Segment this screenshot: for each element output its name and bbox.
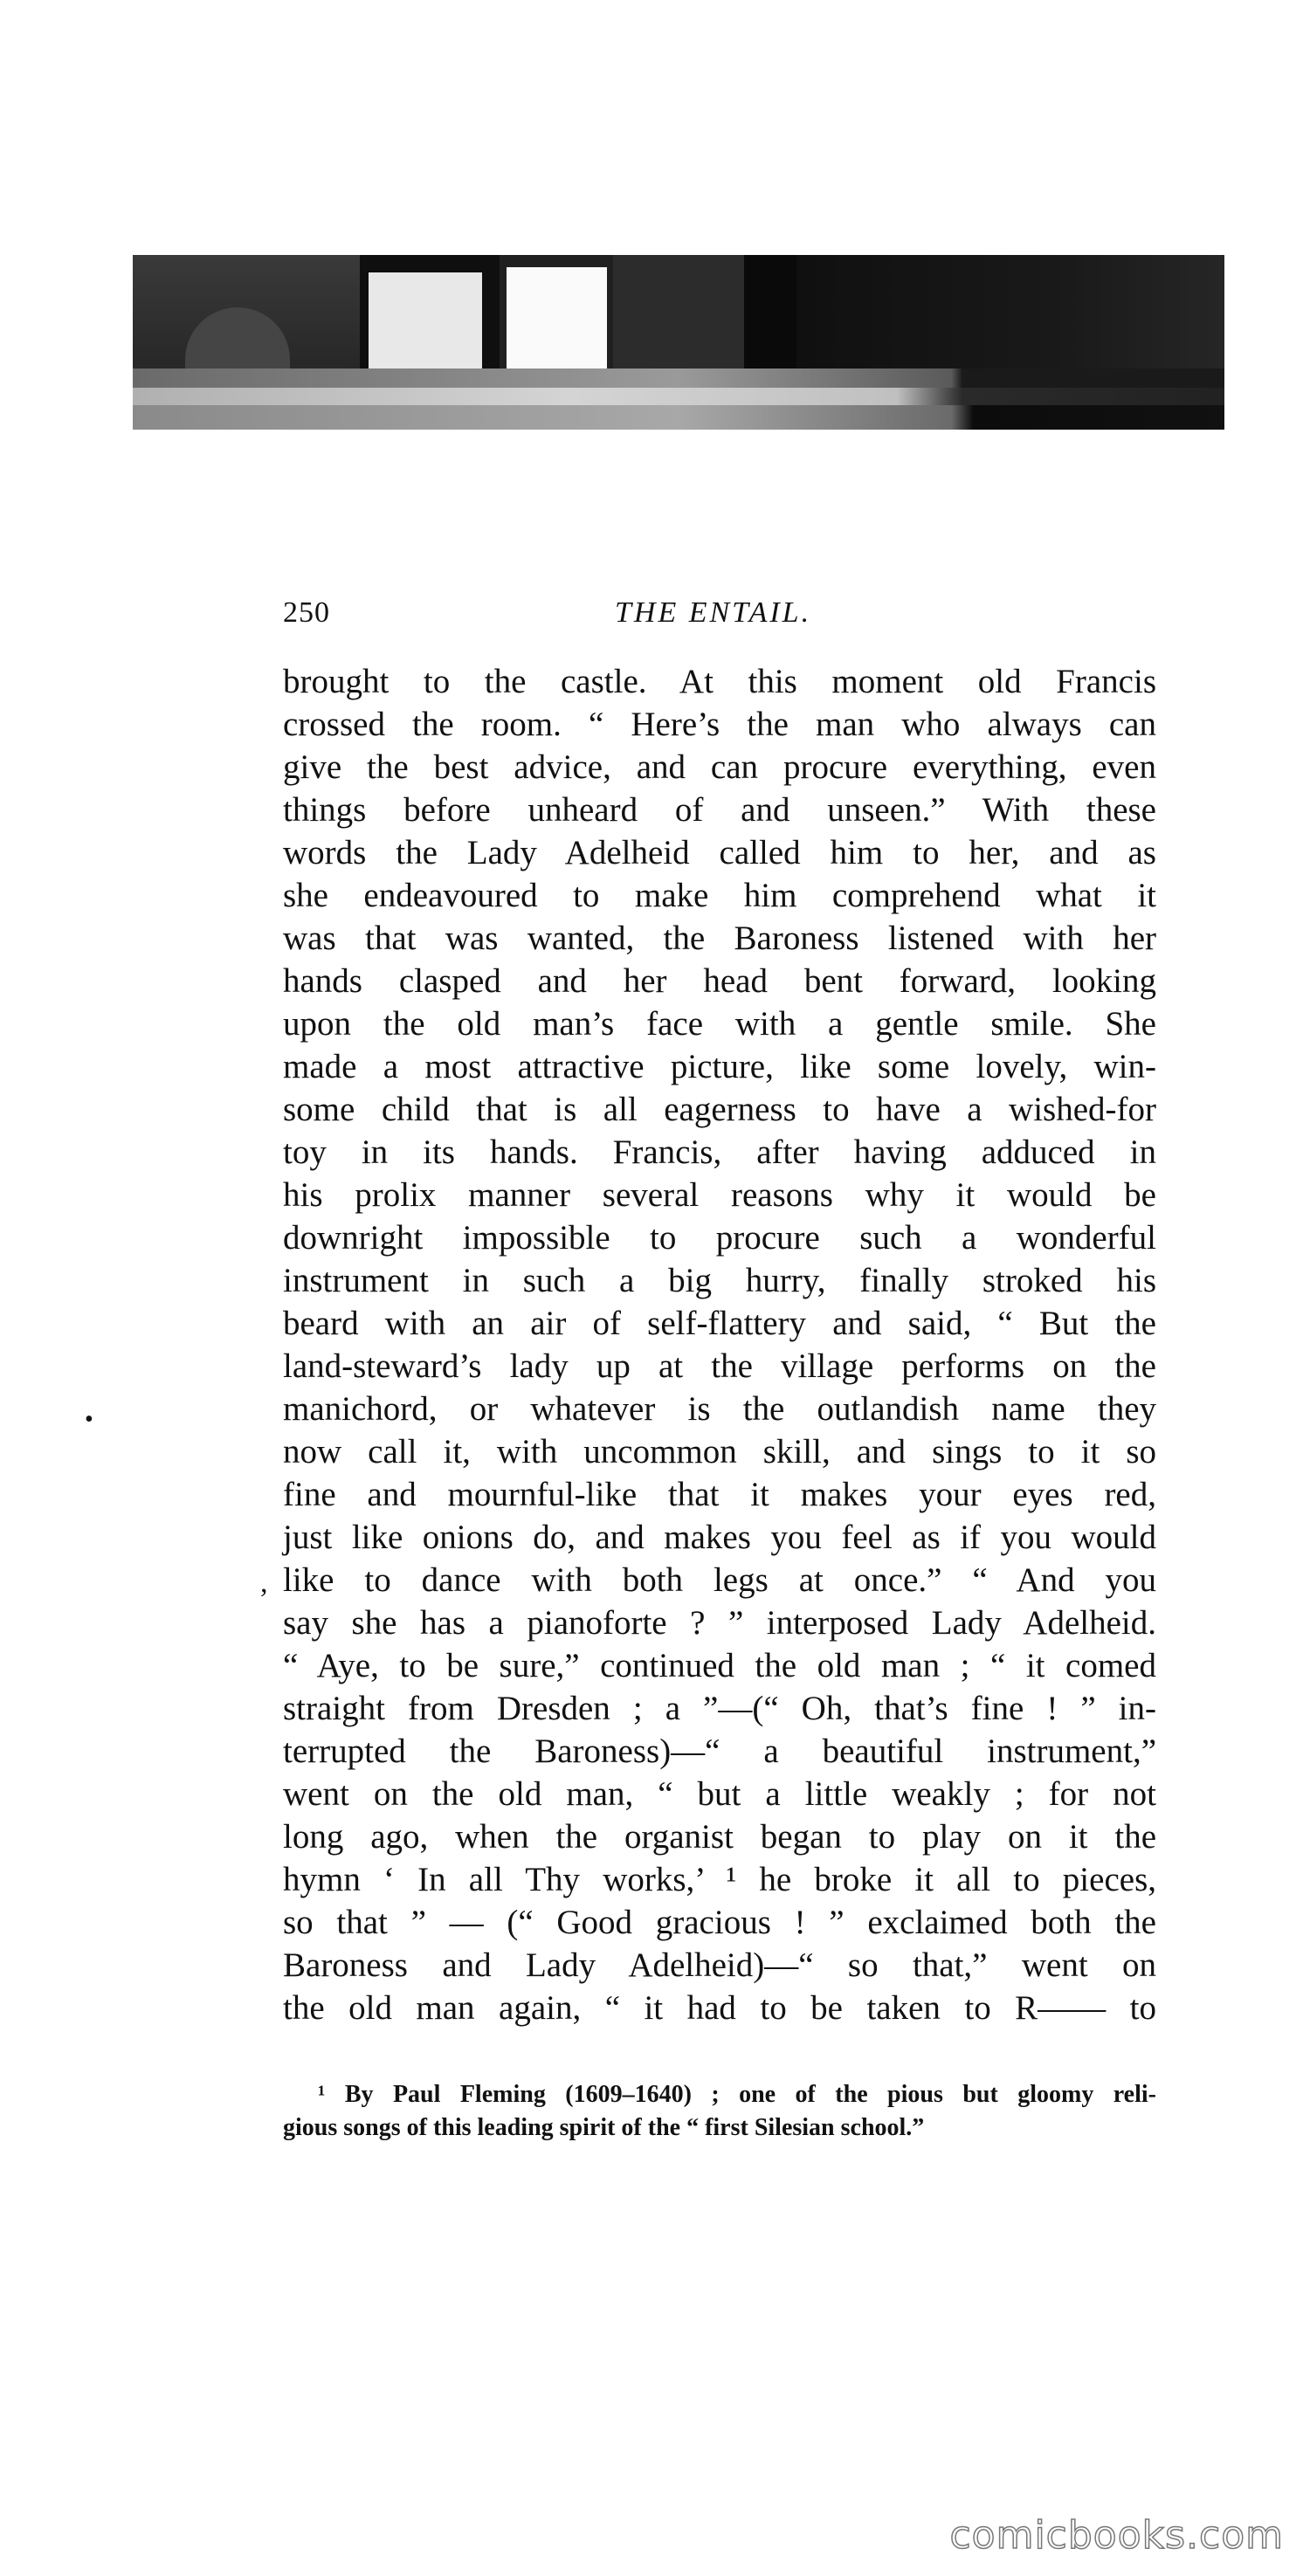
text-line: downright impossible to procure such a wonderful xyxy=(283,1219,1156,1257)
text-line: say she has a pianoforte ? ” interposed Lady Adelheid. xyxy=(283,1604,1156,1642)
text-line: so that ” — (“ Good gracious ! ” exclaimed both the xyxy=(283,1904,1156,1941)
text-line: just like onions do, and makes you feel as if you would xyxy=(283,1519,1156,1556)
page-number: 250 xyxy=(283,596,330,629)
text-line: give the best advice, and can procure everything, even xyxy=(283,748,1156,786)
footnote-line: gious songs of this leading spirit of the “ first Silesian school.” xyxy=(283,2114,925,2141)
text-line: now call it, with uncommon skill, and sings to it so xyxy=(283,1433,1156,1471)
text-line: was that was wanted, the Baroness listened with her xyxy=(283,920,1156,957)
scanned-photo-strip xyxy=(133,255,1224,430)
footnote xyxy=(283,2078,1156,2145)
text-line: she endeavoured to make him comprehend what it xyxy=(283,877,1156,914)
text-line: brought to the castle. At this moment old Francis xyxy=(283,663,1156,700)
text-line: hands clasped and her head bent forward, looking xyxy=(283,962,1156,1000)
text-line: things before unheard of and unseen.” With these xyxy=(283,791,1156,829)
text-line: manichord, or whatever is the outlandish name they xyxy=(283,1390,1156,1428)
text-line: crossed the room. “ Here’s the man who always can xyxy=(283,706,1156,743)
text-line: fine and mournful-like that it makes your eyes red, xyxy=(283,1476,1156,1513)
text-line: hymn ‘ In all Thy works,’ ¹ he broke it all to pieces, xyxy=(283,1861,1156,1898)
text-line: made a most attractive picture, like some lovely, win- xyxy=(283,1048,1156,1085)
watermark-logo: comicbooks.com xyxy=(949,2513,1284,2558)
text-line: straight from Dresden ; a ”—(“ Oh, that’s fine ! ” in- xyxy=(283,1690,1156,1727)
text-line: terrupted the Baroness)—“ a beautiful instrument,” xyxy=(283,1732,1156,1770)
margin-dot: • xyxy=(85,1406,93,1433)
margin-comma: , xyxy=(260,1567,268,1599)
text-line: his prolix manner several reasons why it would be xyxy=(283,1176,1156,1214)
body-text xyxy=(283,660,1156,2029)
text-line: upon the old man’s face with a gentle smile. She xyxy=(283,1005,1156,1043)
running-head xyxy=(283,596,1156,640)
text-line: land-steward’s lady up at the village performs on the xyxy=(283,1347,1156,1385)
text-line: the old man again, “ it had to be taken to R—— to xyxy=(283,1989,1156,2027)
text-line: Baroness and Lady Adelheid)—“ so that,” went on xyxy=(283,1946,1156,1984)
text-line: went on the old man, “ but a little weakly ; for not xyxy=(283,1775,1156,1813)
footnote-line: ¹ By Paul Fleming (1609–1640) ; one of the pious but gloomy reli- xyxy=(318,2081,1156,2108)
text-line: some child that is all eagerness to have a wished-for xyxy=(283,1091,1156,1128)
running-title: THE ENTAIL. xyxy=(615,596,812,629)
text-line: like to dance with both legs at once.” “ And you xyxy=(283,1561,1156,1599)
text-line: “ Aye, to be sure,” continued the old man ; “ it comed xyxy=(283,1647,1156,1684)
text-line: instrument in such a big hurry, finally stroked his xyxy=(283,1262,1156,1299)
text-line: words the Lady Adelheid called him to her, and as xyxy=(283,834,1156,871)
text-line: long ago, when the organist began to play on it the xyxy=(283,1818,1156,1856)
text-line: toy in its hands. Francis, after having adduced in xyxy=(283,1133,1156,1171)
text-line: beard with an air of self-flattery and said, “ But the xyxy=(283,1305,1156,1342)
